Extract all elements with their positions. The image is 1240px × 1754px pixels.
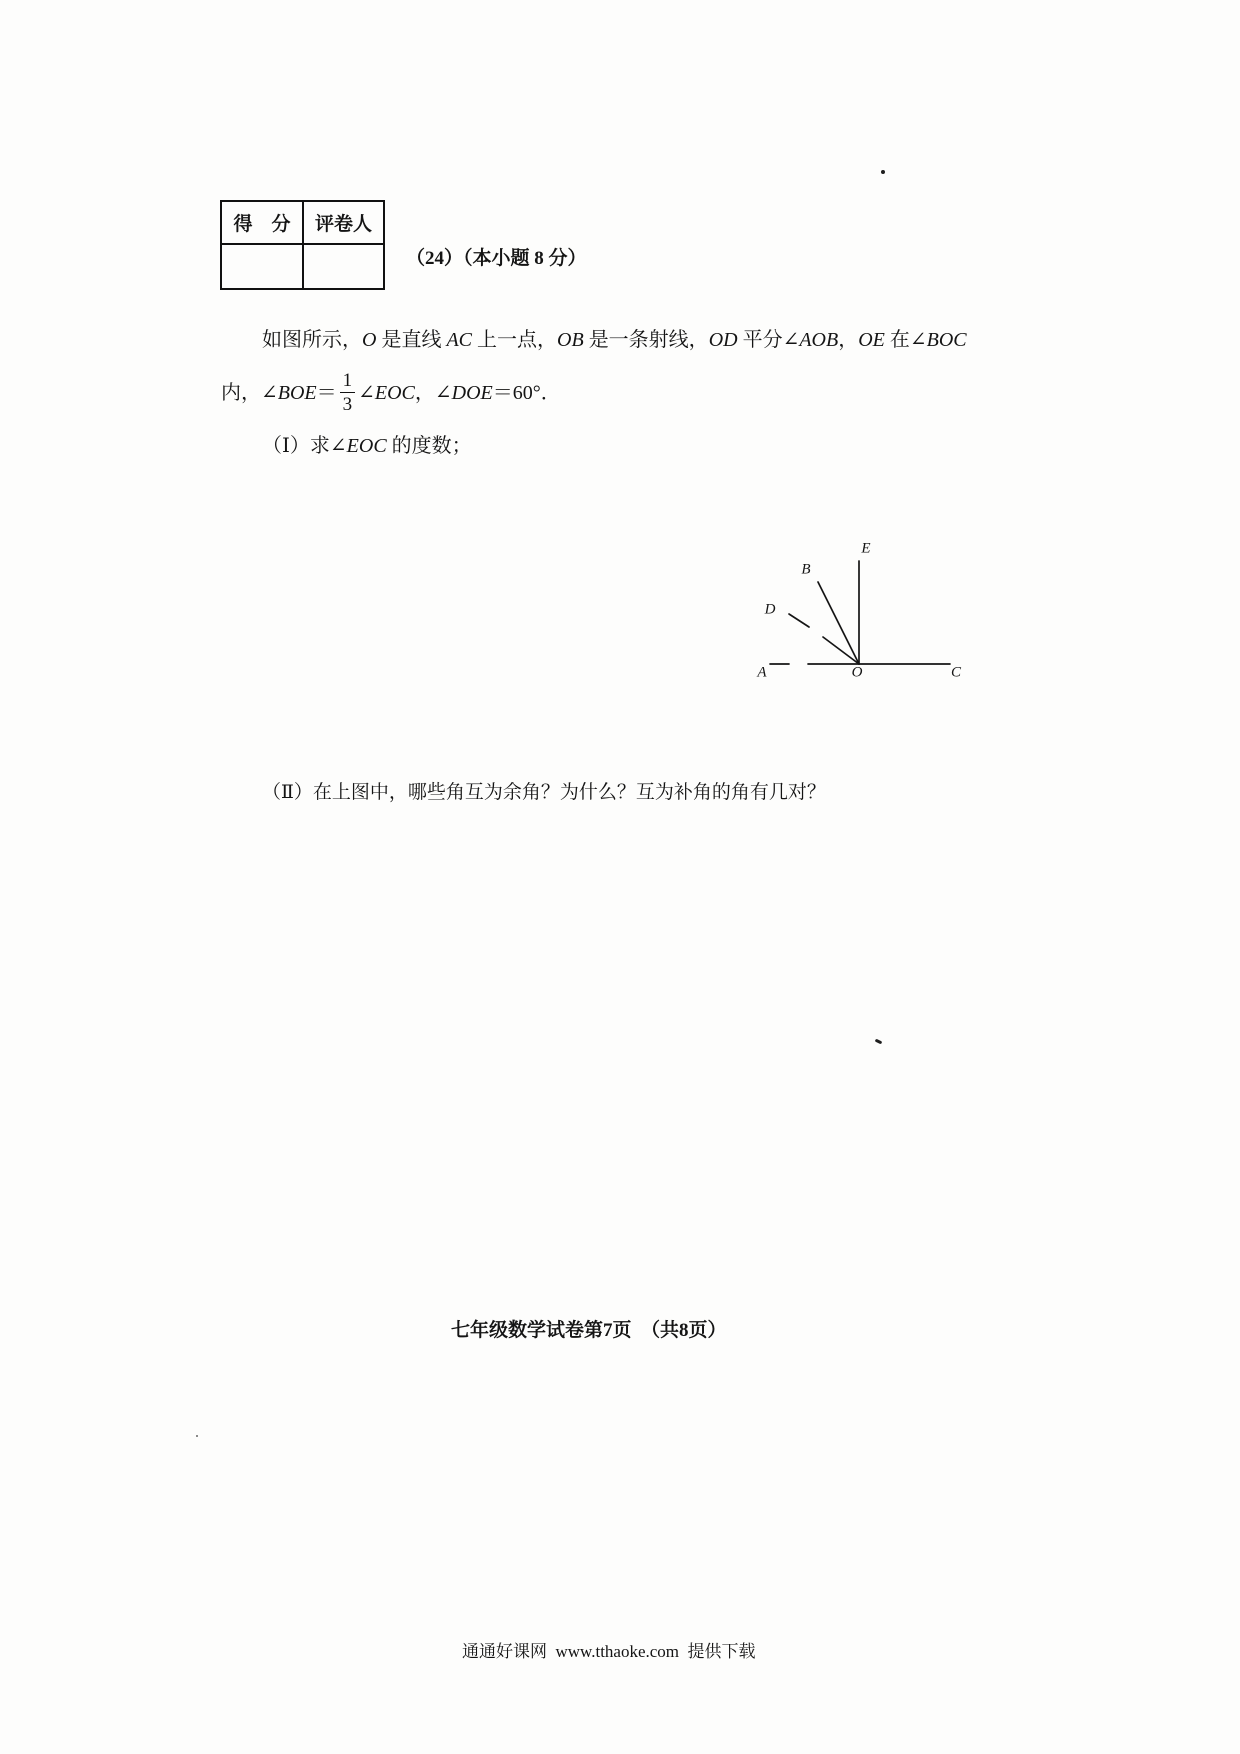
fraction-numerator: 1 [340, 371, 356, 393]
fraction [340, 371, 356, 415]
angle-diagram [740, 530, 980, 690]
page-number-footer: 七年级数学试卷第7页 （共8页） [451, 1320, 727, 1341]
fraction-denominator: 3 [342, 394, 353, 415]
score-label: 得 分 [221, 201, 303, 244]
text-run: ， [414, 382, 435, 404]
ray-od-segment-inner [823, 637, 859, 664]
label-o: O [851, 664, 863, 681]
ray-od-segment-outer [789, 614, 809, 627]
text-run: 平分 [737, 329, 783, 351]
scan-speck [875, 1039, 883, 1045]
math-expression: ∠EOC [358, 382, 415, 404]
text-run: 是一条射线， [583, 329, 709, 351]
text-run: 是直线 [376, 329, 447, 351]
grader-label: 评卷人 [303, 201, 384, 244]
text-run: ＝60°． [492, 382, 561, 404]
label-e: E [861, 540, 871, 557]
score-cell [221, 244, 303, 289]
question-stem-line-2 [221, 363, 561, 423]
ray-ob [818, 582, 859, 664]
text-run: 上一点， [472, 329, 558, 351]
download-credit: 通通好课网 www.tthaoke.com 提供下载 [462, 1642, 756, 1661]
math-expression: ∠DOE [434, 382, 493, 404]
grader-cell [303, 244, 384, 289]
math-expression: ∠AOB [782, 329, 839, 351]
math-expression: OE [858, 329, 885, 351]
question-part-1 [262, 434, 472, 458]
math-expression: ∠BOE [261, 382, 317, 404]
text-run: 内， [221, 382, 261, 404]
question-header: （24）（本小题 8 分） [406, 248, 587, 269]
question-part-2: （Ⅱ）在上图中，哪些角互为余角？为什么？互为补角的角有几对？ [262, 782, 826, 803]
label-b: B [801, 561, 811, 578]
math-expression: AC [446, 329, 473, 351]
question-stem-line-1 [262, 328, 967, 352]
label-c: C [950, 664, 962, 681]
math-expression: OB [557, 329, 584, 351]
scan-speck [196, 1435, 198, 1437]
text-run: （Ⅰ）求 [262, 435, 330, 457]
scan-speck [881, 170, 885, 174]
text-run: 的度数； [386, 435, 472, 457]
text-run: ， [838, 329, 859, 351]
label-a: A [757, 664, 767, 681]
label-d: D [764, 601, 776, 618]
math-expression: O [362, 329, 377, 351]
score-table-entry-row [221, 244, 384, 289]
math-expression: ∠EOC [329, 435, 387, 457]
text-run: ＝ [316, 382, 337, 404]
math-expression: OD [708, 329, 738, 351]
text-run: 如图所示， [262, 329, 362, 351]
math-expression: ∠BOC [909, 329, 967, 351]
text-run: 在 [884, 329, 910, 351]
score-table [220, 200, 385, 290]
score-table-header-row [221, 201, 384, 244]
